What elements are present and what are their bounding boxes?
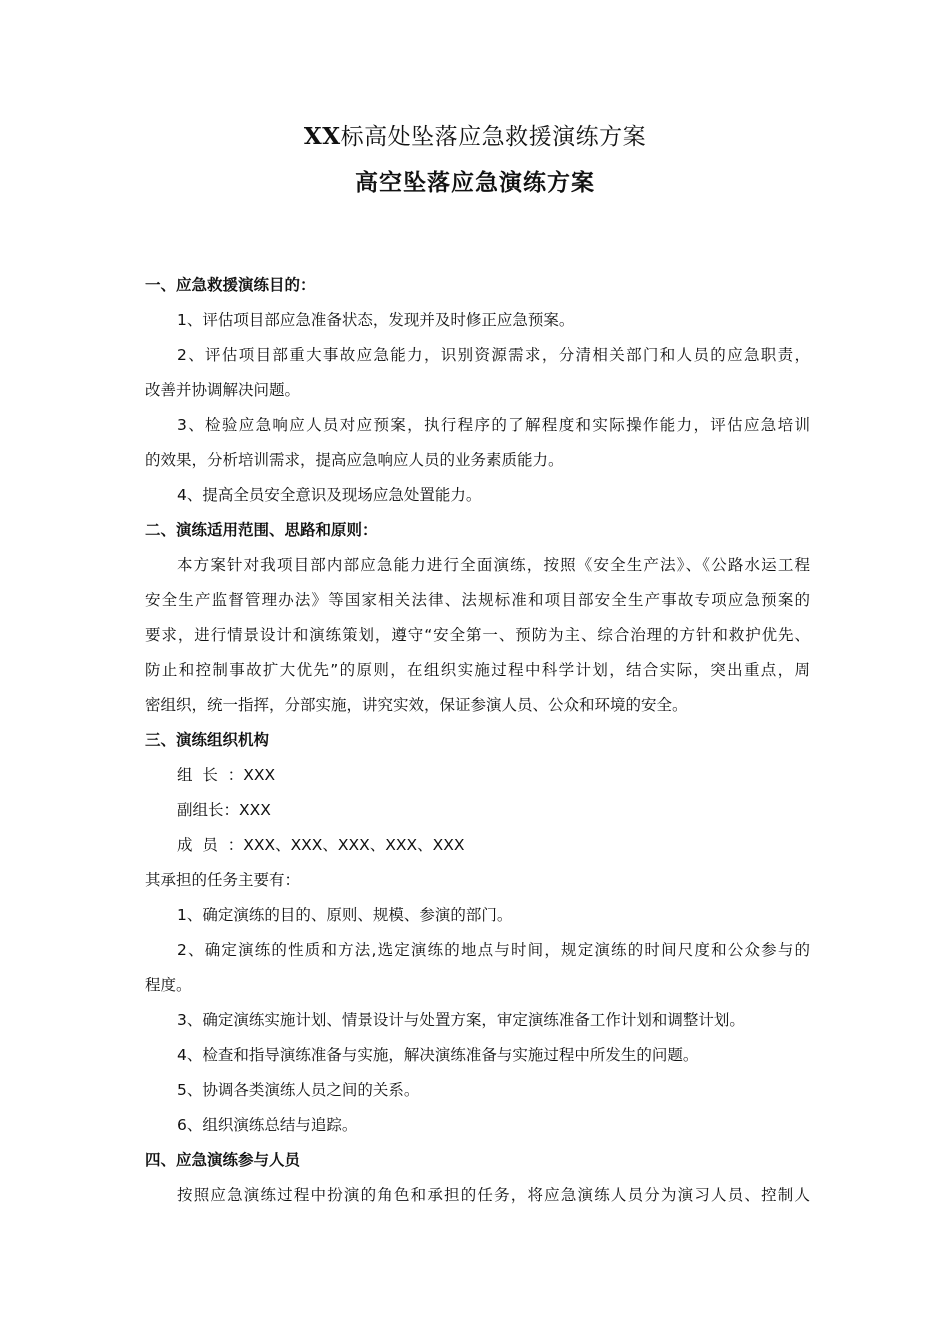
list-item: 5、协调各类演练人员之间的关系。 [177, 1081, 420, 1099]
paragraph-line: 其承担的任务主要有： [145, 871, 301, 889]
paragraph-line: 要求，进行情景设计和演练策划，遵守“安全第一、预防为主、综合治理的方针和救护优先、 [145, 626, 810, 644]
paragraph-line: 4、提高全员安全意识及现场应急处置能力。 [177, 486, 482, 504]
paragraph-line: 3、检验应急响应人员对应预案，执行程序的了解程度和实际操作能力，评估应急培训 [177, 416, 810, 434]
paragraph-line: 密组织，统一指挥，分部实施，讲究实效，保证参演人员、公众和环境的安全。 [145, 696, 688, 714]
document-title [0, 118, 950, 151]
paragraph-line: 的效果，分析培训需求，提高应急响应人员的业务素质能力。 [145, 451, 564, 469]
section-heading-4: 四、应急演练参与人员 [145, 1151, 301, 1169]
list-item: 3、确定演练实施计划、情景设计与处置方案，审定演练准备工作计划和调整计划。 [177, 1011, 745, 1029]
section-heading-1: 一、应急救援演练目的： [145, 276, 316, 294]
list-item: 6、组织演练总结与追踪。 [177, 1116, 358, 1134]
list-item: 4、检查和指导演练准备与实施，解决演练准备与实施过程中所发生的问题。 [177, 1046, 699, 1064]
org-members-line: 成 员 ：XXX、XXX、XXX、XXX、XXX [177, 836, 465, 854]
paragraph-line: 安全生产监督管理办法》等国家相关法律、法规标准和项目部安全生产事故专项应急预案的 [145, 591, 810, 609]
paragraph-line: 本方案针对我项目部内部应急能力进行全面演练，按照《安全生产法》、《公路水运工程 [177, 556, 810, 574]
org-deputy-line: 副组长：XXX [177, 801, 271, 819]
document-title-text: 标高处坠落应急救援演练方案 [340, 124, 647, 150]
document-title-prefix: XX [303, 123, 341, 150]
paragraph-line: 按照应急演练过程中扮演的角色和承担的任务，将应急演练人员分为演习人员、控制人 [177, 1186, 810, 1204]
document-body [145, 268, 810, 1213]
list-item: 1、确定演练的目的、原则、规模、参演的部门。 [177, 906, 513, 924]
paragraph-line: 1、评估项目部应急准备状态，发现并及时修正应急预案。 [177, 311, 575, 329]
section-heading-2: 二、演练适用范围、思路和原则： [145, 521, 378, 539]
paragraph-line: 2、评估项目部重大事故应急能力，识别资源需求，分清相关部门和人员的应急职责， [177, 346, 810, 364]
document-subtitle: 高空坠落应急演练方案 [355, 170, 595, 196]
org-leader-line: 组 长 ：XXX [177, 766, 276, 784]
paragraph-line: 改善并协调解决问题。 [145, 381, 301, 399]
list-item: 2、确定演练的性质和方法,选定演练的地点与时间，规定演练的时间尺度和公众参与的 [177, 941, 810, 959]
list-item-continuation: 程度。 [145, 976, 192, 994]
section-heading-3: 三、演练组织机构 [145, 731, 270, 749]
paragraph-line: 防止和控制事故扩大优先”的原则，在组织实施过程中科学计划，结合实际，突出重点，周 [145, 661, 810, 679]
